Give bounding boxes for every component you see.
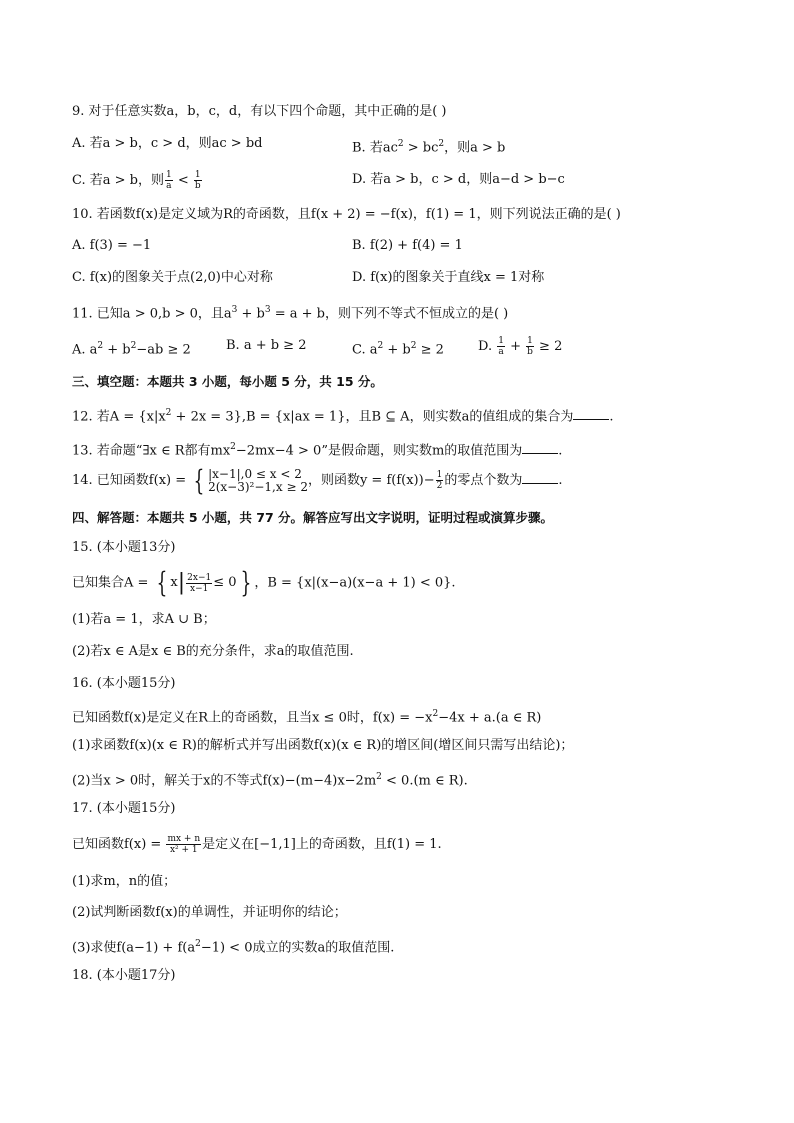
answer-blank	[522, 441, 558, 454]
q9-option-b: B. 若$ac^2 > bc^2$，则a > b	[352, 139, 506, 156]
q17-part-2: (2)试判断函数f(x)的单调性，并证明你的结论；	[72, 905, 347, 920]
q11-option-a: A. $a^2 + b^2-ab \ge 2$	[72, 341, 191, 358]
q17-part-3: (3)求使$f(a-1) + f(a^2-1) < 0$成立的实数a的取值范围.	[72, 939, 395, 956]
q16-statement: 已知函数f(x)是定义在R上的奇函数，且当x ≤ 0时，$f(x) = -x^2-4x + a.(a$ ∈ R)	[72, 709, 542, 726]
q11-option-c: C. $a^2 + b^2 \ge 2$	[352, 341, 444, 358]
q9-option-d: D. 若a > b，c > d，则a−d > b−c	[352, 172, 565, 187]
q17-heading: 17. (本小题15分)	[72, 801, 176, 816]
fraction: $\frac{1}{a}$	[498, 336, 504, 357]
q16-part-1: (1)求函数f(x)(x ∈ R)的解析式并写出函数f(x)(x ∈ R)的增区间(增区间只需写出结论)；	[72, 738, 574, 753]
fraction: $\frac{1}{b}$	[527, 336, 533, 357]
q15-part-2: (2)若x ∈ A是x ∈ B的充分条件，求a的取值范围.	[72, 644, 354, 659]
q9-option-a: A. 若a > b，c > d，则ac > bd	[72, 136, 263, 151]
fraction: $\frac{1}{2}$	[436, 470, 443, 491]
q11-stem: 11. 已知a > 0,b > 0，且$a^3 + b^3 = a + b$，则下列不等式不恒成立的是( )	[72, 305, 509, 322]
section-4-heading: 四、解答题：本题共 5 小题，共 77 分。解答应写出文字说明，证明过程或演算步骤。	[72, 510, 554, 525]
q16-heading: 16. (本小题15分)	[72, 676, 176, 691]
fraction: $\frac{mx + n}{\text{x² + 1}}$	[167, 834, 201, 855]
q10-option-c: C. f(x)的图象关于点(2,0)中心对称	[72, 270, 273, 285]
q16-part-2: (2)当x > 0时，解关于x的不等式$f(x)-(m-4)x-2m^2 < 0.(m$ ∈ R).	[72, 772, 468, 789]
q12: 12. 若$A = \{x|x^2 + 2x = 3\},B = \{x|ax = 1\}$，且B ⊆ A，则实数a的值组成的集合为 .	[72, 408, 614, 425]
q10-stem: 10. 若函数f(x)是定义域为R的奇函数，且f(x + 2) = −f(x)，f(1) = 1，则下列说法正确的是( )	[72, 207, 621, 222]
q15-part-1: (1)若a = 1，求A ∪ B；	[72, 612, 216, 627]
fraction: $\frac{1}{a}$	[165, 170, 172, 191]
answer-blank	[573, 407, 609, 420]
q11-option-b: B. a + b ≥ 2	[226, 338, 307, 353]
q9-stem: 9. 对于任意实数a，b，c，d，有以下四个命题，其中正确的是( )	[72, 104, 447, 119]
q13: 13. 若命题“∃x ∈ R都有$mx^2-2mx-4 > 0$”是假命题，则实数m的取值范围为 .	[72, 442, 563, 459]
piecewise-function: { |x−1|,0 ≤ x < 2 2(x−3)²−1,x ≥ 2	[193, 463, 308, 497]
q15-statement: 已知集合A = { x | $\frac{2x-1}{x-1}$ ≤ 0 } ，B = {x|(x−a)(x−a + 1) < 0}.	[72, 566, 456, 599]
q18-heading: 18. (本小题17分)	[72, 968, 176, 983]
fraction: $\frac{1}{b}$	[194, 170, 201, 191]
exam-page	[72, 0, 722, 1123]
q17-statement: 已知函数f(x) = $\frac{mx + n}{\text{x² + 1}}$ 是定义在[−1,1]上的奇函数，且f(1) = 1.	[72, 834, 442, 855]
q9-option-c: C. 若a > b，则 $\frac{1}{a}$ < $\frac{1}{b}$	[72, 170, 201, 191]
q10-option-a: A. f(3) = −1	[72, 238, 152, 253]
q14: 14. 已知函数f(x) = { |x−1|,0 ≤ x < 2 2(x−3)²−1,x ≥ 2 ，则函数y = f(f(x))− $\frac{1}{2}$ 的零点个数为 .	[72, 463, 563, 497]
q15-heading: 15. (本小题13分)	[72, 540, 176, 555]
answer-blank	[522, 471, 558, 484]
q10-option-b: B. f(2) + f(4) = 1	[352, 238, 463, 253]
q10-option-d: D. f(x)的图象关于直线x = 1对称	[352, 270, 545, 285]
fraction: $\frac{2x-1}{x-1}$	[187, 572, 212, 594]
q17-part-1: (1)求m，n的值；	[72, 874, 177, 889]
set-builder: { x | $\frac{2x-1}{x-1}$ ≤ 0 }	[156, 566, 251, 599]
q11-option-d: D. $\frac{1}{a}$ + $\frac{1}{b}$ ≥ 2	[478, 336, 563, 357]
section-3-heading: 三、填空题：本题共 3 小题，每小题 5 分，共 15 分。	[72, 374, 383, 389]
